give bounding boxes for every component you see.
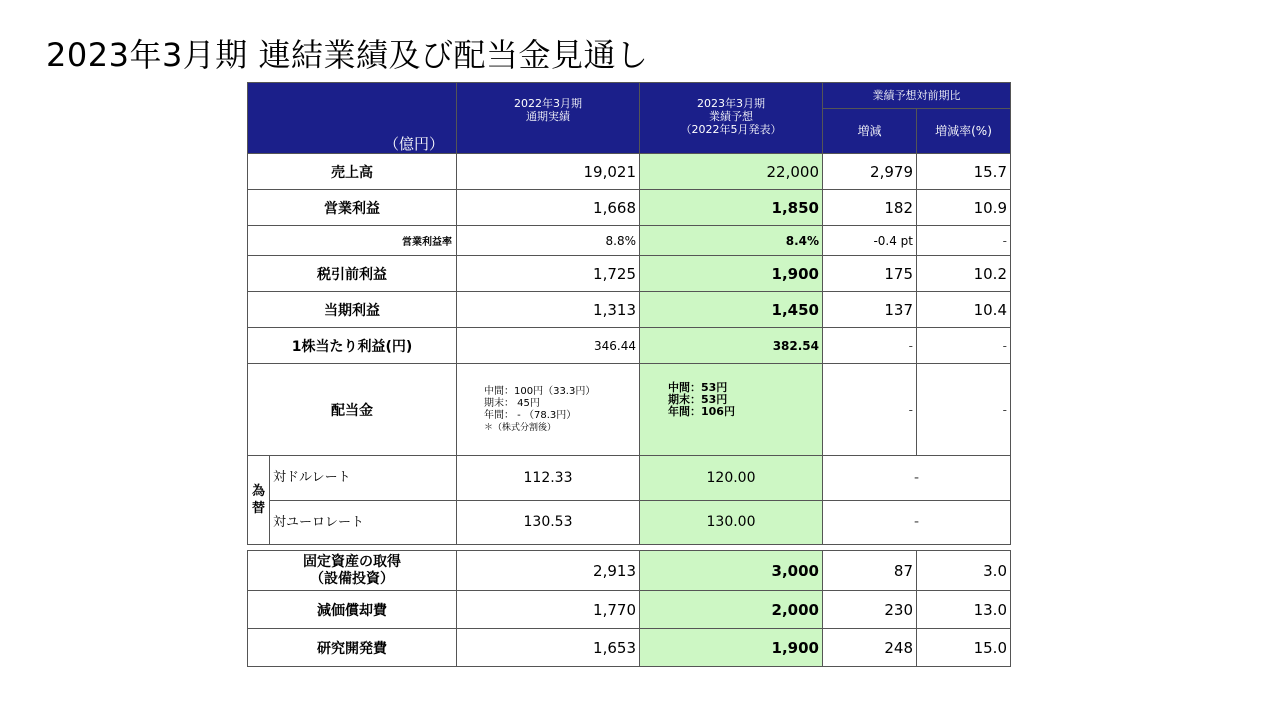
header-change-rate: 増減率(%)	[917, 109, 1011, 154]
dividend-fy2022: 中間：100円（33.3円） 期末： 45円 年間： - （78.3円） ＊（株式分割後）	[457, 364, 640, 456]
row-label: 1株当たり利益(円)	[248, 328, 457, 364]
value-rate: 13.0	[917, 591, 1011, 629]
value-fy2022: 2,913	[457, 551, 640, 591]
value-fy2022: 346.44	[457, 328, 640, 364]
value-fy2023: 1,450	[640, 292, 823, 328]
fx-usd-label: 対ドルレート	[270, 456, 456, 501]
value-fy2022: 19,021	[457, 154, 640, 190]
fx-side-label: 為 替	[248, 456, 270, 544]
fx-eur-change: -	[823, 500, 1011, 545]
table-row	[248, 629, 1011, 667]
value-fy2023: 2,000	[640, 591, 823, 629]
value-change: 182	[823, 190, 917, 226]
value-fy2022: 1,770	[457, 591, 640, 629]
value-change: -	[823, 364, 917, 456]
value-rate: -	[917, 226, 1011, 256]
dividend-row	[248, 364, 1011, 456]
row-label: 営業利益率	[248, 226, 457, 256]
value-fy2022: 1,725	[457, 256, 640, 292]
fx-eur-fy2022: 130.53	[457, 500, 640, 545]
fx-eur-label: 対ユーロレート	[273, 515, 365, 530]
table-row	[248, 154, 1011, 190]
fx-usd-fy2023: 120.00	[640, 456, 823, 501]
header-change: 増減	[823, 109, 917, 154]
value-change: 175	[823, 256, 917, 292]
table-row	[248, 551, 1011, 591]
value-change: 2,979	[823, 154, 917, 190]
value-fy2023: 22,000	[640, 154, 823, 190]
row-label: 減価償却費	[248, 591, 457, 629]
value-change: 248	[823, 629, 917, 667]
fx-label-cell	[248, 456, 457, 545]
table-row	[248, 190, 1011, 226]
table-row	[248, 328, 1011, 364]
value-change: -0.4 pt	[823, 226, 917, 256]
row-label: 配当金	[248, 364, 457, 456]
table-row	[248, 226, 1011, 256]
value-fy2022: 1,668	[457, 190, 640, 226]
value-rate: 15.0	[917, 629, 1011, 667]
fx-eur-fy2023: 130.00	[640, 500, 823, 545]
row-label: 固定資産の取得 （設備投資）	[248, 551, 457, 591]
forecast-table	[247, 82, 1011, 545]
value-fy2022: 8.8%	[457, 226, 640, 256]
row-label: 当期利益	[248, 292, 457, 328]
value-rate: 10.9	[917, 190, 1011, 226]
value-rate: 10.2	[917, 256, 1011, 292]
fx-usd-change: -	[823, 456, 1011, 501]
row-label: 税引前利益	[248, 256, 457, 292]
table-row	[248, 591, 1011, 629]
header-comparison-group: 業績予想対前期比	[823, 83, 1011, 109]
value-fy2023: 1,850	[640, 190, 823, 226]
value-fy2023: 382.54	[640, 328, 823, 364]
dividend-fy2023: 中間：53円 期末：53円 年間：106円	[640, 364, 823, 456]
value-rate: -	[917, 364, 1011, 456]
fx-row	[248, 456, 1011, 501]
value-rate: -	[917, 328, 1011, 364]
table-row	[248, 256, 1011, 292]
value-change: 137	[823, 292, 917, 328]
capex-table	[247, 550, 1011, 667]
unit-header: （億円）	[248, 83, 457, 154]
table-row	[248, 292, 1011, 328]
value-fy2023: 1,900	[640, 256, 823, 292]
page-title: 2023年3月期 連結業績及び配当金見通し	[46, 36, 649, 74]
value-rate: 15.7	[917, 154, 1011, 190]
value-change: -	[823, 328, 917, 364]
value-fy2022: 1,313	[457, 292, 640, 328]
value-fy2023: 1,900	[640, 629, 823, 667]
value-change: 87	[823, 551, 917, 591]
header-fy2022: 2022年3月期 通期実績	[457, 83, 640, 154]
value-fy2022: 1,653	[457, 629, 640, 667]
value-rate: 10.4	[917, 292, 1011, 328]
value-change: 230	[823, 591, 917, 629]
fx-usd-fy2022: 112.33	[457, 456, 640, 501]
value-rate: 3.0	[917, 551, 1011, 591]
value-fy2023: 3,000	[640, 551, 823, 591]
value-fy2023: 8.4%	[640, 226, 823, 256]
row-label: 営業利益	[248, 190, 457, 226]
row-label: 売上高	[248, 154, 457, 190]
header-fy2023: 2023年3月期 業績予想 （2022年5月発表）	[640, 83, 823, 154]
row-label: 研究開発費	[248, 629, 457, 667]
